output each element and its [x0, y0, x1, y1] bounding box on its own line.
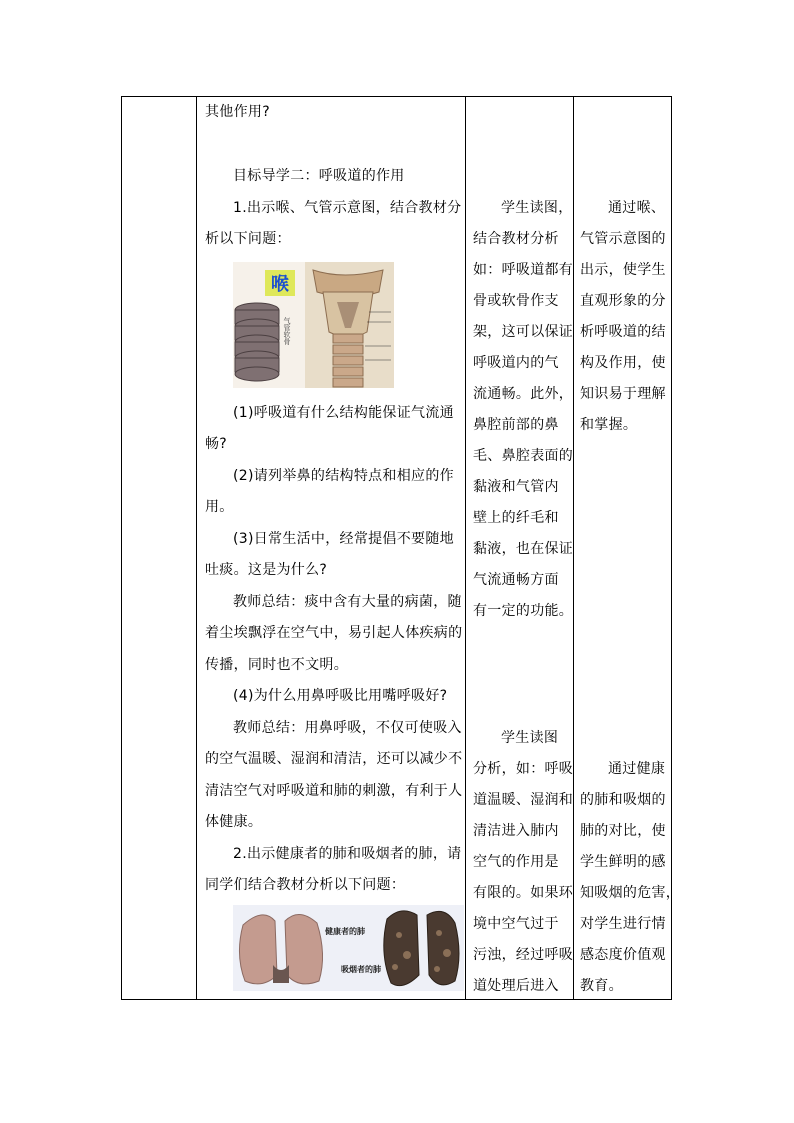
text-line: 析以下问题： — [205, 231, 291, 247]
text-line: 体健康。 — [205, 814, 263, 830]
text-line: 有限的。如果环 — [473, 885, 574, 901]
text-line: 呼吸道内的气 — [473, 355, 559, 371]
text-line: 同学们结合教材分析以下问题： — [205, 877, 406, 893]
text-line: 直观形象的分 — [580, 293, 666, 309]
text-line: 和掌握。 — [580, 417, 638, 433]
text-line: 空气的作用是 — [473, 854, 559, 870]
text-line: 着尘埃飘浮在空气中，易引起人体疾病的 — [205, 625, 463, 641]
text-line: 吐痰。这是为什么? — [205, 562, 328, 578]
text-line: 用。 — [205, 499, 234, 515]
question-4: (4)为什么用鼻呼吸比用嘴呼吸好? — [233, 688, 448, 704]
teacher-activity-cell — [197, 97, 465, 999]
text-line: 道处理后进入 — [473, 978, 559, 994]
text-line: 通过健康 — [608, 761, 666, 777]
text-line: 毛、鼻腔表面的 — [473, 448, 574, 464]
text-line: 架，这可以保证 — [473, 324, 574, 340]
text-line: 其他作用? — [205, 104, 270, 120]
text-line: 出示，使学生 — [580, 262, 666, 278]
text-line: 如：呼吸道都有 — [473, 262, 574, 278]
text-line: 污浊，经过呼吸 — [473, 947, 574, 963]
text-line: 肺的对比，使 — [580, 823, 666, 839]
text-line: 学生读图 — [501, 730, 559, 746]
text-line: 境中空气过于 — [473, 916, 559, 932]
text-line: 知识易于理解 — [580, 386, 666, 402]
healthy-lung-label: 健康者的肺 — [325, 927, 365, 936]
text-line: 有一定的功能。 — [473, 603, 574, 619]
text-line: 教育。 — [580, 978, 623, 994]
text-line: 构及作用，使 — [580, 355, 666, 371]
text-line: 1.出示喉、气管示意图，结合教材分 — [233, 200, 462, 216]
question-3: (3)日常生活中，经常提倡不要随地 — [233, 531, 454, 547]
text-line: 道温暖、湿润和 — [473, 792, 574, 808]
text-line: 气流通畅方面 — [473, 572, 559, 588]
text-line: 骨或软骨作支 — [473, 293, 559, 309]
text-line: 析呼吸道的结 — [580, 324, 666, 340]
text-line: 感态度价值观 — [580, 947, 666, 963]
design-intent-cell — [574, 97, 681, 999]
text-line: 壁上的纤毛和 — [473, 510, 559, 526]
text-line: 通过喉、 — [608, 200, 666, 216]
text-line: 黏液，也在保证 — [473, 541, 574, 557]
smoker-lung-label: 吸烟者的肺 — [341, 965, 381, 974]
teacher-summary-2: 教师总结：用鼻呼吸，不仅可使吸入 — [233, 720, 462, 736]
text-line: 黏液和气管内 — [473, 479, 559, 495]
text-line: 知吸烟的危害， — [580, 885, 681, 901]
text-line: 的肺和吸烟的 — [580, 792, 666, 808]
text-line: 清洁进入肺内 — [473, 823, 559, 839]
text-line: 分析，如：呼吸 — [473, 761, 574, 777]
larynx-trachea-image — [233, 262, 394, 388]
text-line: 畅? — [205, 436, 228, 452]
text-line: 结合教材分析 — [473, 231, 559, 247]
trachea-cartilage-label: 气管软骨 — [283, 317, 291, 345]
lungs-comparison-image — [233, 905, 464, 991]
lungs-comparison-illustration — [233, 905, 464, 991]
larynx-trachea-illustration — [233, 262, 394, 388]
question-section-2: 2.出示健康者的肺和吸烟者的肺，请 — [233, 846, 462, 862]
text-line: 学生读图， — [501, 200, 573, 216]
larynx-label: 喉 — [271, 274, 289, 295]
lesson-table — [121, 96, 681, 1000]
text-line: 对学生进行情 — [580, 916, 666, 932]
text-line: 清洁空气对呼吸道和肺的刺激，有利于人 — [205, 783, 463, 799]
teacher-summary-1: 教师总结：痰中含有大量的病菌，随 — [233, 594, 462, 610]
section-heading: 目标导学二：呼吸道的作用 — [233, 168, 405, 184]
text-line: 流通畅。此外， — [473, 386, 574, 402]
text-line: 的空气温暖、湿润和清洁，还可以减少不 — [205, 751, 463, 767]
text-line: 鼻腔前部的鼻 — [473, 417, 559, 433]
question-1: (1)呼吸道有什么结构能保证气流通 — [233, 405, 454, 421]
text-line: 传播，同时也不文明。 — [205, 657, 348, 673]
text-line: 学生鲜明的感 — [580, 854, 666, 870]
text-line: 气管示意图的 — [580, 231, 666, 247]
student-activity-cell — [466, 97, 573, 999]
column-1-cell — [122, 97, 196, 999]
question-2: (2)请列举鼻的结构特点和相应的作 — [233, 468, 454, 484]
